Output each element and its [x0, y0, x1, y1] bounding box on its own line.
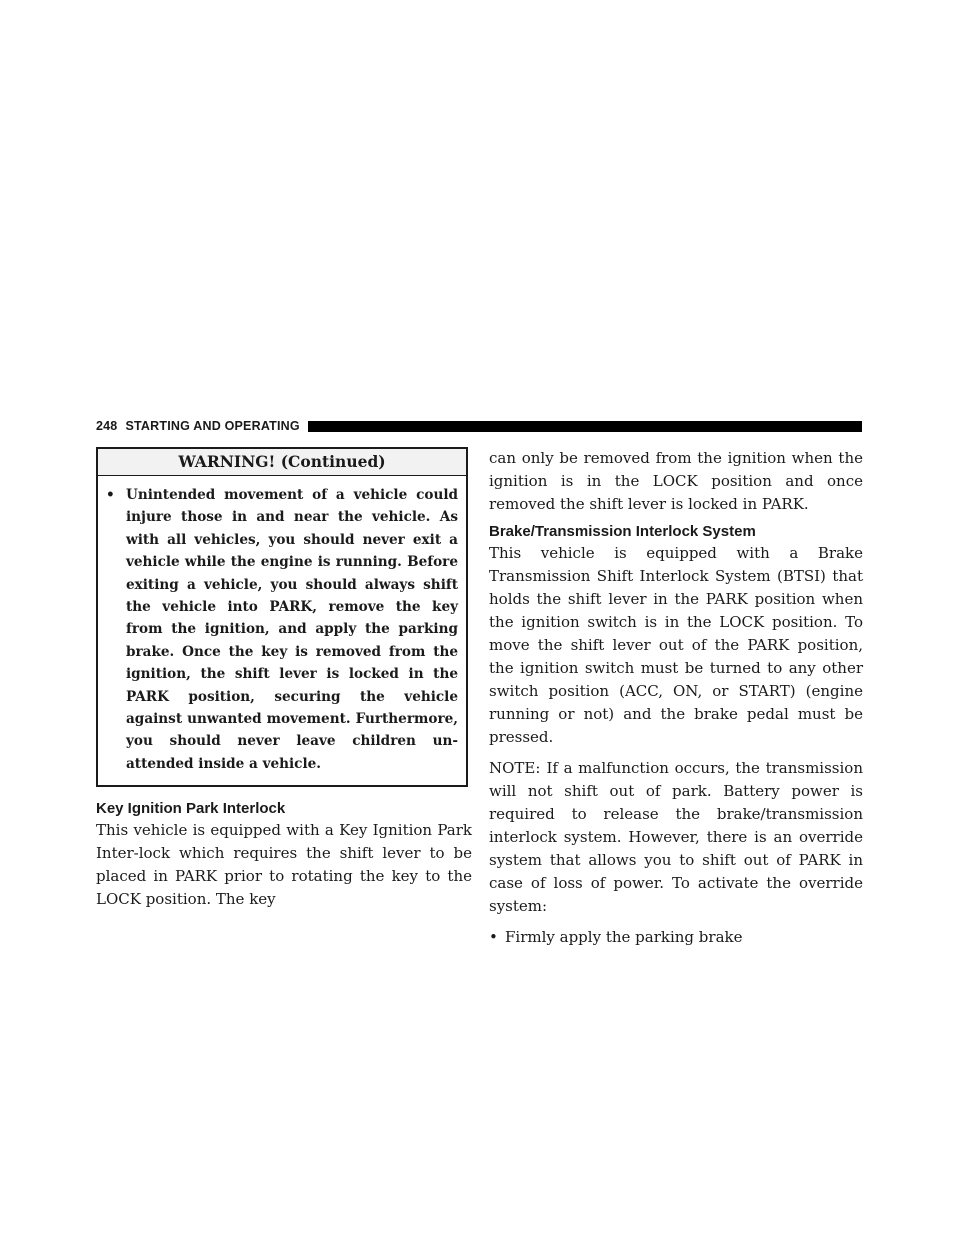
left-column: [96, 447, 472, 911]
warning-item-text: Unintended movement of a vehicle could injure those in and near the vehicle. As with all vehicles, you should never exit a vehicle while the engine is running. Before exiting a vehicle, you should always shift the vehicle into PARK, remove the key from the ignition, and apply the parking brake. Once the key is removed from the ignition, the shift lever is locked in the PARK position, securing the vehicle against unwanted movement. Furthermore, you should never leave children un-attended inside a vehicle.: [126, 487, 458, 772]
section-title: STARTING AND OPERATING: [125, 419, 300, 433]
override-step-text: Firmly apply the parking brake: [505, 928, 743, 946]
warning-box: [96, 447, 468, 787]
btsi-paragraph: This vehicle is equipped with a Brake Transmission Shift Interlock System (BTSI) that holds the shift lever in the PARK position when the ignition switch is in the LOCK position. To move the shift lever out of the PARK position, the ignition switch must be turned to any other switch position (ACC, ON, or START) (engine running or not) and the brake pedal must be pressed.: [489, 544, 863, 746]
note-text: If a malfunction occurs, the transmission will not shift out of park. Battery power is required to release the brake/transmission interlock system. However, there is an override system that allows you to shift out of PARK in case of loss of power. To activate the override system:: [489, 759, 863, 915]
warning-title: WARNING! (Continued): [98, 449, 466, 476]
btsi-heading: Brake/Transmission Interlock System: [489, 523, 756, 540]
warning-item: [106, 484, 458, 775]
note-paragraph: [489, 757, 863, 918]
bullet-icon: •: [106, 487, 115, 503]
note-label: NOTE:: [489, 759, 541, 777]
key-ignition-heading: Key Ignition Park Interlock: [96, 800, 286, 818]
warning-body: [98, 476, 466, 785]
right-column: [489, 447, 863, 949]
override-step: [489, 926, 863, 949]
key-ignition-paragraph-continued: can only be removed from the ignition when the ignition is in the LOCK position and once removed the shift lever is locked in PARK.: [489, 449, 863, 513]
page-number: 248: [96, 419, 118, 433]
page-header: [96, 418, 862, 434]
header-rule: [308, 421, 862, 432]
key-ignition-paragraph: This vehicle is equipped with a Key Ignition Park Inter-lock which requires the shift lever to be placed in PARK prior to rotating the key to the LOCK position. The key: [96, 821, 472, 909]
bullet-icon: •: [489, 928, 498, 946]
